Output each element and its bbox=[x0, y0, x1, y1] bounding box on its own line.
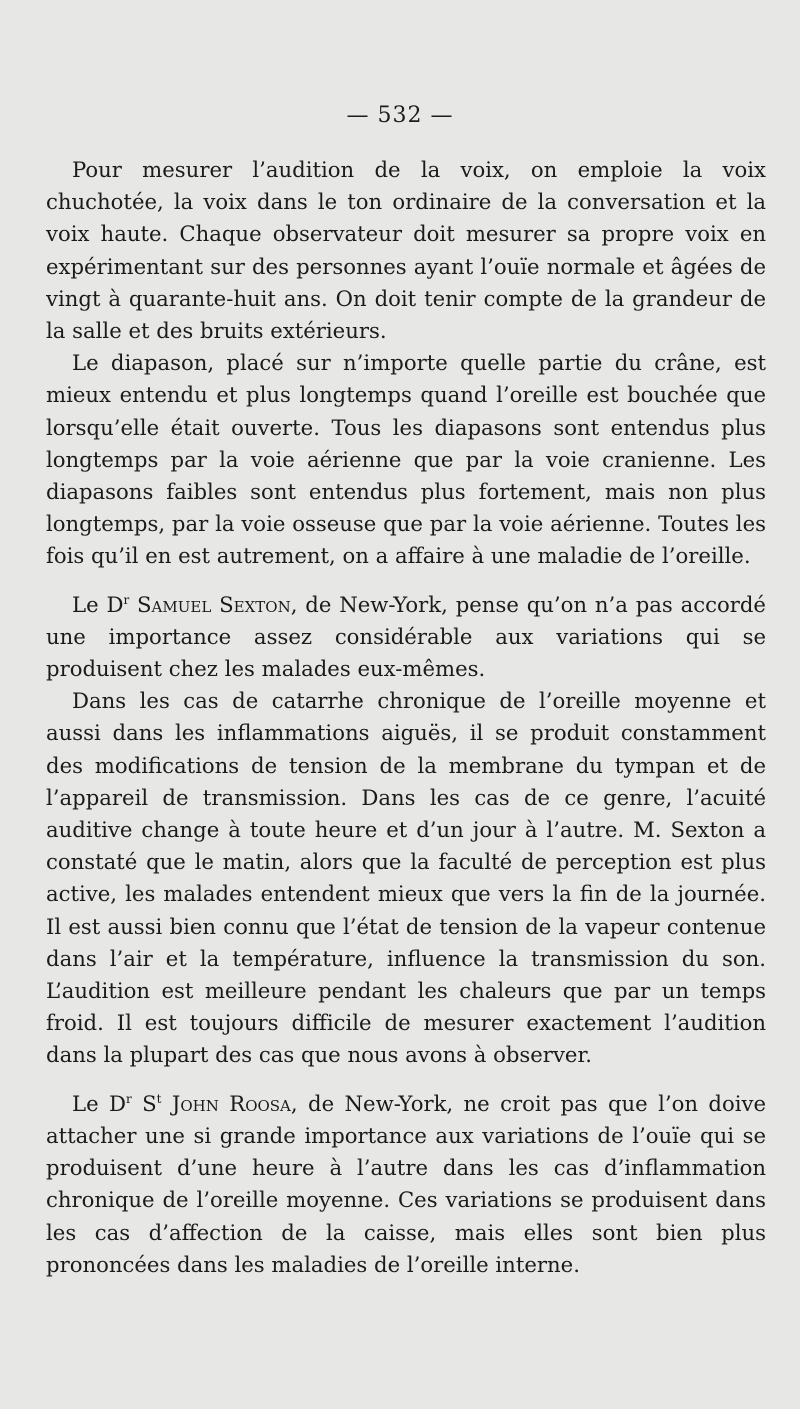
roosa-prefix: Le D bbox=[72, 1090, 126, 1116]
roosa-title-sup: r bbox=[125, 1091, 132, 1106]
sexton-prefix: Le D bbox=[72, 591, 124, 617]
roosa-saint-sup: t bbox=[156, 1091, 162, 1106]
paragraph-sexton bbox=[46, 589, 766, 686]
sexton-title-sup: r bbox=[123, 592, 130, 607]
paragraph-catarrh: Dans les cas de catarrhe chronique de l’oreille moyenne et aussi dans les inflammations aiguës, il se produit constamment des modifications de tension de la membrane du tympan et de l’appareil de transmission. Dans les cas de ce genre, l’acuité auditive change à toute heure et d’un jour à l’autre. M. Sexton a constaté que le matin, alors que la faculté de perception est plus active, les malades entendent mieux que vers la fin de la journée. Il est aussi bien connu que l’état de tension de la vapeur contenue dans l’air et la température, influence la transmission du son. L’audition est meilleure pendant les chaleurs que par un temps froid. Il est toujours difficile de mesurer exactement l’audition dans la plupart des cas que nous avons à observer. bbox=[46, 688, 766, 1068]
paragraph-roosa bbox=[46, 1088, 766, 1281]
author-name-sexton: Samuel Sexton bbox=[137, 591, 291, 617]
page-number: — 532 — bbox=[346, 103, 454, 128]
paragraph-voice-measurement: Pour mesurer l’audition de la voix, on emploie la voix chuchotée, la voix dans le ton ordinaire de la conversation et la voix haute. Chaque observateur doit mesurer sa propre voix en expérimentant sur des personnes ayant l’ouïe normale et âgées de vingt à quarante-huit ans. On doit tenir compte de la grandeur de la salle et des bruits extérieurs. bbox=[46, 157, 766, 344]
author-name-roosa: John Roosa bbox=[171, 1090, 291, 1116]
roosa-text: , de New-York, ne croit pas que l’on doive attacher une si grande importance aux variations de l’ouïe qui se produisent d’une heure à l’autre dans les cas d’inflammation chronique de l’oreille moyenne. Ces variations se produisent dans les cas d’affection de la caisse, mais elles sont bien plus prononcées dans les maladies de l’oreille interne. bbox=[46, 1090, 767, 1277]
roosa-saint: S bbox=[131, 1090, 157, 1116]
paragraph-tuning-fork: Le diapason, placé sur n’importe quelle partie du crâne, est mieux entendu et plus longtemps quand l’oreille est bouchée que lorsqu’elle était ouverte. Tous les diapasons sont entendus plus longtemps par la voie aérienne que par la voie cranienne. Les diapasons faibles sont entendus plus fortement, mais non plus longtemps, par la voie osseuse que par la voie aérienne. Toutes les fois qu’il en est autrement, on a affaire à une maladie de l’oreille. bbox=[46, 350, 766, 569]
sexton-text: , de New-York, pense qu’on n’a pas accordé une importance assez considérable aux variations qui se produisent chez les malades eux-mêmes. bbox=[46, 591, 766, 682]
body-text bbox=[46, 154, 766, 1281]
